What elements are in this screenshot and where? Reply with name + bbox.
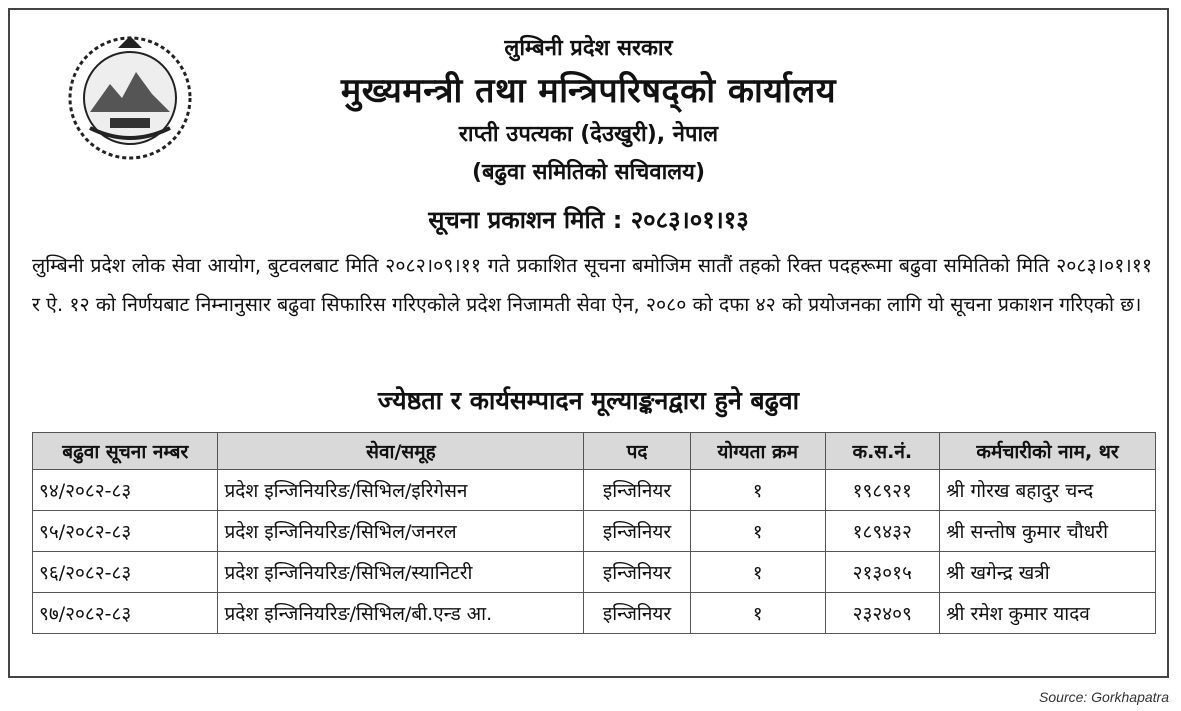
table-header-row xyxy=(33,433,1156,470)
cell-notice-number: ९६/२०८२-८३ xyxy=(33,552,218,593)
cell-notice-number: ९७/२०८२-८३ xyxy=(33,593,218,634)
cell-post: इन्जिनियर xyxy=(584,593,690,634)
cell-kasa: १९८९२१ xyxy=(825,470,940,511)
office-province-line: लुम्बिनी प्रदेश सरकार xyxy=(504,36,673,61)
col-header-notice-number: बढुवा सूचना नम्बर xyxy=(33,433,218,470)
cell-rank: १ xyxy=(690,511,825,552)
col-header-kasa: क.स.नं. xyxy=(825,433,940,470)
table-row xyxy=(33,470,1156,511)
source-credit: Source: Gorkhapatra xyxy=(1039,689,1169,705)
col-header-name: कर्मचारीको नाम, थर xyxy=(940,433,1156,470)
table-row xyxy=(33,511,1156,552)
cell-kasa: २३२४०९ xyxy=(825,593,940,634)
notice-body: लुम्बिनी प्रदेश लोक सेवा आयोग, बुटवलबाट मिति २०८२।०९।११ गते प्रकाशित सूचना बमोजिम सातौं तहको रिक्त पदहरूमा बढुवा समितिको मिति २०८३।०१।११ र ऐ. १२ को निर्णयबाट निम्नानुसार बढुवा सिफारिस गरिएकोले प्रदेश निजामती सेवा ऐन, २०८० को दफा ४२ को प्रयोजनका लागि यो सूचना प्रकाशन गरिएको छ। xyxy=(32,254,1153,316)
cell-rank: १ xyxy=(690,552,825,593)
cell-notice-number: ९५/२०८२-८३ xyxy=(33,511,218,552)
office-location: राप्ती उपत्यका (देउखुरी), नेपाल xyxy=(458,122,719,147)
cell-service: प्रदेश इन्जिनियरिङ/सिभिल/स्यानिटरी xyxy=(218,552,584,593)
table-row xyxy=(33,593,1156,634)
col-header-rank: योग्यता क्रम xyxy=(690,433,825,470)
cell-name: श्री सन्तोष कुमार चौधरी xyxy=(940,511,1156,552)
cell-rank: १ xyxy=(690,470,825,511)
cell-kasa: १८९४३२ xyxy=(825,511,940,552)
office-title: मुख्यमन्त्री तथा मन्त्रिपरिषद्को कार्यालय xyxy=(340,71,837,111)
cell-notice-number: ९४/२०८२-८३ xyxy=(33,470,218,511)
table-heading: ज्येष्ठता र कार्यसम्पादन मूल्याङ्कनद्वारा हुने बढुवा xyxy=(377,386,800,415)
notice-document xyxy=(8,8,1169,678)
cell-service: प्रदेश इन्जिनियरिङ/सिभिल/बी.एन्ड आ. xyxy=(218,593,584,634)
publish-date: सूचना प्रकाशन मिति : २०८३।०१।१३ xyxy=(428,206,749,234)
cell-service: प्रदेश इन्जिनियरिङ/सिभिल/इरिगेसन xyxy=(218,470,584,511)
cell-post: इन्जिनियर xyxy=(584,511,690,552)
col-header-post: पद xyxy=(584,433,690,470)
cell-service: प्रदेश इन्जिनियरिङ/सिभिल/जनरल xyxy=(218,511,584,552)
promotion-table xyxy=(32,432,1156,634)
cell-post: इन्जिनियर xyxy=(584,552,690,593)
cell-rank: १ xyxy=(690,593,825,634)
cell-post: इन्जिनियर xyxy=(584,470,690,511)
cell-name: श्री गोरख बहादुर चन्द xyxy=(940,470,1156,511)
col-header-service: सेवा/समूह xyxy=(218,433,584,470)
cell-name: श्री रमेश कुमार यादव xyxy=(940,593,1156,634)
table-row xyxy=(33,552,1156,593)
cell-name: श्री खगेन्द्र खत्री xyxy=(940,552,1156,593)
office-secretariat: (बढुवा समितिको सचिवालय) xyxy=(471,160,705,185)
cell-kasa: २१३०१५ xyxy=(825,552,940,593)
